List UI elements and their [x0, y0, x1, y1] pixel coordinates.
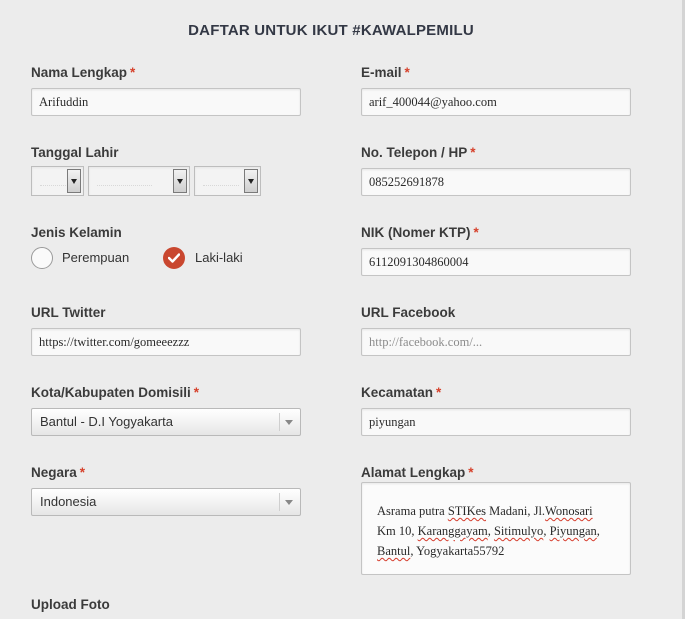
kecamatan-label: Kecamatan *: [361, 385, 442, 400]
kecamatan-input[interactable]: piyungan: [361, 408, 631, 436]
radio-perempuan-label[interactable]: Perempuan: [62, 250, 130, 265]
nik-label: NIK (Nomer KTP) *: [361, 225, 479, 240]
negara-select-value: Indonesia: [40, 494, 97, 509]
telepon-input[interactable]: 085252691878: [361, 168, 631, 196]
day-select[interactable]: [31, 166, 84, 196]
twitter-label: URL Twitter: [31, 305, 106, 320]
nama-label: Nama Lengkap *: [31, 65, 136, 80]
negara-label: Negara *: [31, 465, 86, 480]
facebook-input[interactable]: http://facebook.com/...: [361, 328, 631, 356]
email-input[interactable]: arif_400044@yahoo.com: [361, 88, 631, 116]
year-select-placeholder: [203, 177, 239, 186]
caret-down-icon: [285, 420, 293, 425]
email-label: E-mail *: [361, 65, 410, 80]
day-select-placeholder: [40, 177, 68, 186]
chevron-down-icon: [244, 169, 258, 193]
kota-label: Kota/Kabupaten Domisili *: [31, 385, 200, 400]
month-select[interactable]: [88, 166, 190, 196]
chevron-down-icon: [67, 169, 81, 193]
telepon-label: No. Telepon / HP *: [361, 145, 476, 160]
alamat-line-3: Bantul, Yogyakarta55792: [377, 544, 505, 558]
select-divider: [279, 493, 280, 511]
twitter-input[interactable]: https://twitter.com/gomeeezzz: [31, 328, 301, 356]
year-select[interactable]: [194, 166, 261, 196]
tanggal-lahir-label: Tanggal Lahir: [31, 145, 119, 160]
checkmark-icon: [168, 253, 180, 263]
upload-foto-label: Upload Foto: [31, 597, 110, 612]
alamat-textarea[interactable]: [361, 482, 631, 575]
radio-perempuan[interactable]: [31, 247, 53, 269]
radio-laki-laki[interactable]: [163, 247, 185, 269]
alamat-label: Alamat Lengkap *: [361, 465, 474, 480]
facebook-label: URL Facebook: [361, 305, 456, 320]
chevron-down-icon: [173, 169, 187, 193]
form-title: DAFTAR UNTUK IKUT #KAWALPEMILU: [188, 22, 474, 39]
kota-select-value: Bantul - D.I Yogyakarta: [40, 414, 173, 429]
radio-laki-laki-label[interactable]: Laki-laki: [195, 250, 243, 265]
nik-input[interactable]: 6112091304860004: [361, 248, 631, 276]
jenis-kelamin-label: Jenis Kelamin: [31, 225, 122, 240]
caret-down-icon: [285, 500, 293, 505]
nama-input[interactable]: Arifuddin: [31, 88, 301, 116]
alamat-line-2: Km 10, Karanggayam, Sitimulyo, Piyungan,: [377, 524, 600, 538]
select-divider: [279, 413, 280, 431]
alamat-line-1: Asrama putra STIKes Madani, Jl.Wonosari: [377, 504, 593, 518]
month-select-placeholder: [97, 177, 152, 186]
kota-select[interactable]: [31, 408, 301, 436]
negara-select[interactable]: [31, 488, 301, 516]
